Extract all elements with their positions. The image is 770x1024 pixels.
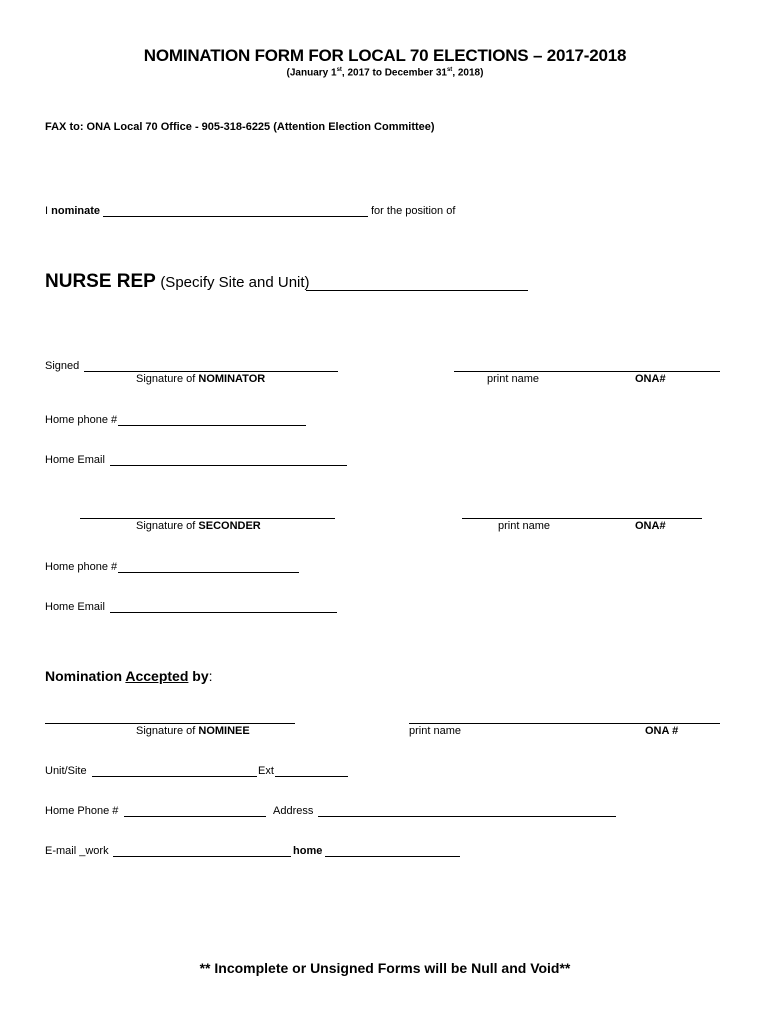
seconder-role: SECONDER bbox=[198, 520, 261, 532]
email-home-line[interactable] bbox=[325, 856, 460, 857]
nominate-word: nominate bbox=[51, 205, 101, 217]
position-subtitle: (Specify Site and Unit) bbox=[160, 274, 310, 291]
ext-label: Ext bbox=[258, 765, 274, 777]
nominee-signature-caption bbox=[136, 725, 250, 737]
nominator-home-email-line[interactable] bbox=[110, 465, 347, 466]
form-title: NOMINATION FORM FOR LOCAL 70 ELECTIONS – 2017-2018 bbox=[143, 46, 627, 65]
nominator-home-phone-line[interactable] bbox=[118, 425, 306, 426]
unit-site-line[interactable] bbox=[92, 776, 257, 777]
nominator-signature-caption bbox=[136, 373, 265, 385]
position-heading bbox=[45, 271, 310, 293]
date-range-suffix: , 2018) bbox=[452, 67, 484, 79]
position-of-label: for the position of bbox=[371, 205, 456, 217]
accepted-prefix: Nomination bbox=[45, 668, 122, 684]
nominator-role: NOMINATOR bbox=[198, 373, 266, 385]
fax-instruction: FAX to: ONA Local 70 Office - 905-318-6225 (Attention Election Committee) bbox=[45, 121, 435, 133]
address-line[interactable] bbox=[318, 816, 616, 817]
site-unit-line[interactable] bbox=[306, 290, 528, 291]
date-range-sup-2: st bbox=[446, 67, 453, 73]
date-range-sup-1: st bbox=[336, 67, 342, 73]
nominator-home-email-label: Home Email bbox=[45, 454, 105, 466]
nominee-name-line[interactable] bbox=[103, 216, 368, 217]
accepted-word: Accepted bbox=[125, 668, 189, 684]
seconder-home-email-line[interactable] bbox=[110, 612, 337, 613]
seconder-signature-line[interactable] bbox=[80, 518, 335, 519]
nominate-i: I bbox=[45, 205, 49, 217]
seconder-home-email-label: Home Email bbox=[45, 601, 105, 613]
nominee-home-phone-line[interactable] bbox=[124, 816, 266, 817]
seconder-home-phone-line[interactable] bbox=[118, 572, 299, 573]
nominator-ona-caption: ONA# bbox=[635, 373, 666, 385]
position-title: NURSE REP bbox=[45, 271, 156, 292]
signed-label: Signed bbox=[45, 360, 80, 372]
nominate-prefix bbox=[45, 205, 100, 217]
seconder-print-name-line[interactable] bbox=[462, 518, 702, 519]
nominator-home-phone-label: Home phone # bbox=[45, 414, 118, 426]
seconder-ona-caption: ONA# bbox=[635, 520, 666, 532]
nominee-signature-line[interactable] bbox=[45, 723, 295, 724]
nominee-home-phone-label: Home Phone # bbox=[45, 805, 119, 817]
nominee-sig-prefix: Signature of bbox=[136, 725, 196, 737]
email-work-line[interactable] bbox=[113, 856, 291, 857]
accepted-suffix: by bbox=[192, 668, 209, 684]
nominee-role: NOMINEE bbox=[198, 725, 250, 737]
nominator-sig-prefix: Signature of bbox=[136, 373, 196, 385]
nominee-ona-caption: ONA # bbox=[645, 725, 679, 737]
unit-site-label: Unit/Site bbox=[45, 765, 87, 777]
seconder-print-name-caption: print name bbox=[498, 520, 550, 532]
address-label: Address bbox=[273, 805, 314, 817]
date-range-mid: , 2017 to December 31 bbox=[341, 67, 447, 79]
seconder-sig-prefix: Signature of bbox=[136, 520, 196, 532]
nominee-print-name-caption: print name bbox=[409, 725, 461, 737]
nominator-print-name-caption: print name bbox=[487, 373, 539, 385]
date-range-prefix: (January 1 bbox=[286, 67, 337, 79]
accepted-colon: : bbox=[208, 668, 213, 684]
nominee-print-name-line[interactable] bbox=[409, 723, 720, 724]
nomination-accepted-heading bbox=[45, 668, 213, 684]
email-home-label: home bbox=[293, 845, 323, 857]
seconder-home-phone-label: Home phone # bbox=[45, 561, 118, 573]
form-date-range bbox=[0, 67, 770, 78]
seconder-signature-caption bbox=[136, 520, 261, 532]
nominator-signature-line[interactable] bbox=[84, 371, 338, 372]
ext-line[interactable] bbox=[275, 776, 348, 777]
email-work-label: E-mail _work bbox=[45, 845, 109, 857]
nominator-print-name-line[interactable] bbox=[454, 371, 720, 372]
void-warning: ** Incomplete or Unsigned Forms will be Null and Void** bbox=[199, 960, 571, 976]
